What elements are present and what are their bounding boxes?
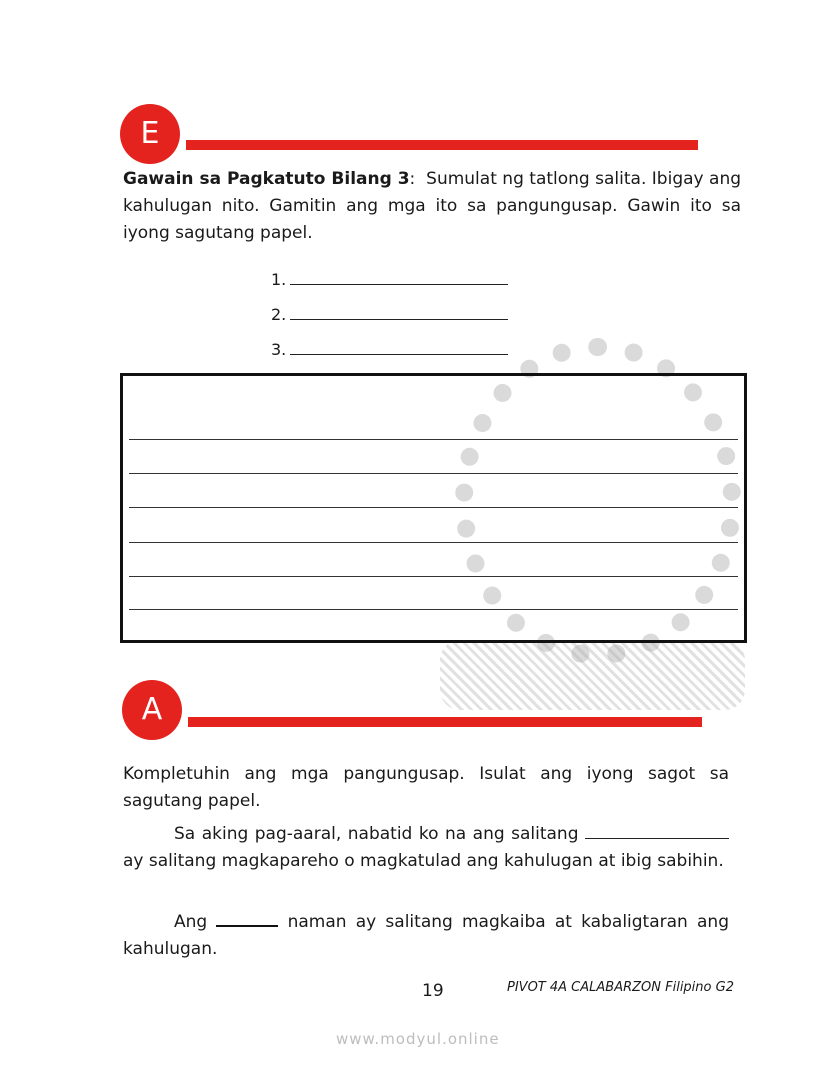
activity-instruction-text: Sumulat ng tatlong salita. Ibigay ang kahulugan nito. Gamitin ang mga ito sa pangungusap. Gawin ito sa iyong sagutang papel.	[123, 169, 742, 243]
answer-line-2-blank[interactable]	[290, 305, 508, 320]
answer-line-1-blank[interactable]	[290, 270, 508, 285]
answer-line-1[interactable]	[271, 270, 508, 289]
writing-rule-2	[129, 473, 738, 474]
fill-in-paragraph-1-start: Sa aking pag-aaral, nabatid ko na ang salitang	[174, 824, 579, 844]
section-a-instruction: Kompletuhin ang mga pangungusap. Isulat ang iyong sagot sa sagutang papel.	[123, 764, 729, 811]
answer-line-3-blank[interactable]	[290, 340, 508, 355]
answer-line-3-number: 3.	[271, 340, 287, 359]
activity-instructions	[123, 166, 741, 247]
answer-line-3[interactable]	[271, 340, 508, 359]
fill-in-paragraph-2-start: Ang	[174, 912, 208, 932]
fill-in-paragraph-2-end: naman ay salitang magkaiba at kabaligtaran ang kahulugan.	[123, 912, 729, 959]
fill-in-paragraph-1-end: ay salitang magkapareho o magkatulad ang kahulugan at ibig sabihin.	[123, 851, 724, 871]
antonym-blank[interactable]	[216, 911, 278, 927]
page-number: 19	[422, 981, 444, 1001]
sentence-writing-box[interactable]	[120, 373, 747, 643]
section-e-red-bar	[186, 140, 698, 150]
writing-rule-1	[129, 439, 738, 440]
section-e-badge: E	[120, 104, 180, 164]
writing-rule-5	[129, 576, 738, 577]
module-title: PIVOT 4A CALABARZON Filipino G2	[507, 980, 734, 995]
activity-title-sep: :	[409, 169, 416, 189]
synonym-blank[interactable]	[585, 824, 729, 839]
writing-rule-6	[129, 609, 738, 610]
website-watermark: www.modyul.online	[336, 1030, 500, 1048]
answer-line-2[interactable]	[271, 305, 508, 324]
section-a-badge: A	[122, 680, 182, 740]
faded-seal-smudge	[440, 640, 745, 710]
writing-rule-3	[129, 507, 738, 508]
fill-in-paragraph-1	[123, 821, 729, 875]
fill-in-paragraph-2	[123, 909, 729, 963]
section-a-red-bar	[188, 717, 702, 727]
writing-rule-4	[129, 542, 738, 543]
activity-title: Gawain sa Pagkatuto Bilang 3	[123, 169, 410, 189]
answer-line-2-number: 2.	[271, 305, 287, 324]
answer-line-1-number: 1.	[271, 270, 287, 289]
